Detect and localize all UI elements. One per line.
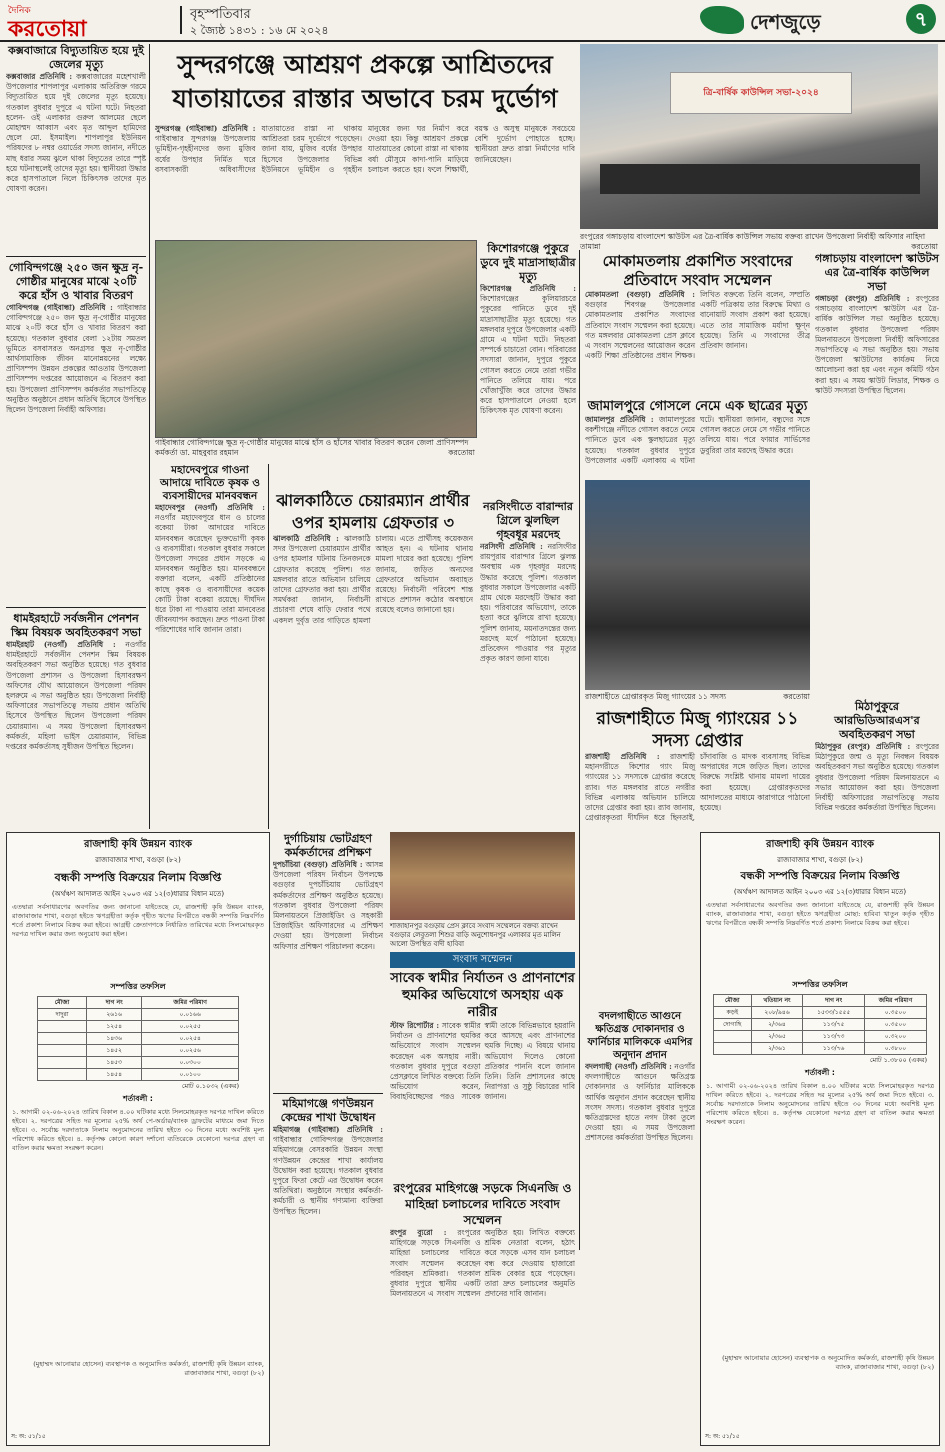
story-headline: বদলগাছীতে আগুনে ক্ষতিগ্রস্ত দোকানদার ও ফার্নিচার মালিককে এমপির অনুদান প্রদান: [587, 1011, 693, 1061]
table-row: [714, 1031, 927, 1043]
divider: [273, 1093, 383, 1094]
story-body: [815, 294, 939, 674]
table-cell: ১৫৩৩/১৫৫৫: [803, 1007, 864, 1019]
story-byline: কক্সবাজার প্রতিনিধি :: [6, 72, 73, 81]
table-cell: ১৪৫৩: [87, 1057, 142, 1069]
table-header: মৌজা: [714, 995, 752, 1007]
branch-name: রাজাবাজার শাখা, বগুড়া (৮২): [777, 856, 863, 864]
dupchanchia-story: [273, 832, 383, 1425]
story-body: [585, 415, 810, 475]
lead-headline: [155, 48, 575, 116]
table-cell: ০.৩২০০: [864, 1031, 926, 1043]
press-banner: সংবাদ সম্মেলন: [390, 952, 575, 968]
story-headline: সাবেক স্বামীর নির্যাতন ও প্রাণনাশের হুমকির অভিযোগে অসহায় এক নারীর: [390, 971, 575, 1020]
table-cell: ২/৩৬৪: [751, 1019, 803, 1031]
table-header-row: [714, 995, 927, 1007]
story-text: রংপুরের গঙ্গাচড়ায় বাংলাদেশ স্কাউটস এর ত্রৈ-বার্ষিক কাউন্সিল সভা অনুষ্ঠিত হয়েছে। গতকাল বুধবার উপজেলা পরিষদ মিলনায়তনে উপজেলা নির্বাহী অফিসারের সভাপতিত্বে এ সভা অনুষ্ঠিত হয়। সভায় উপজেলা স্কাউটসের কার্যক্রম নিয়ে আলোচনা করা হয় এবং নতুন কমিটি গঠন করা হয়। এ সময় স্কাউট লিডার, শিক্ষক ও স্কাউট সদস্যরা উপস্থিত ছিলেন।: [815, 294, 939, 395]
story-body: [273, 1125, 383, 1425]
rangpur-story: [390, 1180, 575, 1428]
story-text: সাবেক স্বামীর নির্যাতন ও প্রাণনাশের হুমকির অভিযোগে সংবাদ সম্মেলন করেছেন এক অসহায় নারী। গতকাল বুধবার দুপুরে বগুড়া প্রেসক্লাবে লিখিত বক্তব্যে তিনি অভিযোগ করেন, বিবাহবিচ্ছেদের পরও সাবেক স্বামী তাকে বিভিন্নভাবে হয়রানি করে আসছে এবং প্রাণনাশের হুমকি দিচ্ছে। এ বিষয়ে থানায় অভিযোগ দিলেও কোনো প্রতিকার পাননি বলে জানান তিনি। তিনি প্রশাসনের কাছে নিরাপত্তা ও সুষ্ঠু বিচারের দাবি জানান।: [390, 1021, 575, 1102]
lead-byline: সুন্দরগঞ্জ (গাইবান্ধা) প্রতিনিধি :: [155, 124, 256, 133]
table-row: [38, 1045, 239, 1057]
story-headline: গঙ্গাচড়ায় বাংলাদেশ স্কাউটস এর ত্রৈ-বার্ষিক কাউন্সিল সভা: [815, 252, 939, 293]
story-text: নওগাঁর মহাদেবপুরে ধান ও চালের বকেয়া টাকা আদায়ের দাবিতে মানববন্ধন করেছেন ভুক্তভোগী কৃষক ও ব্যবসায়ীরা। গতকাল বুধবার সকালে উপজেলা সদরের প্রধান সড়কে এ মানববন্ধন অনুষ্ঠিত হয়। মানববন্ধনে বক্তারা বলেন, একটি প্রতিষ্ঠানের কাছে কৃষক ও ব্যবসায়ীদের কয়েক কোটি টাকা বকেয়া রয়েছে। দীর্ঘদিন ধরে টাকা না পাওয়ায় তারা মানবেতর জীবনযাপন করছেন। দ্রুত পাওনা টাকা পরিশোধের দাবি জানান তারা।: [155, 513, 265, 635]
kishoreganj-story: [480, 242, 576, 514]
auction-notice-left: [6, 832, 270, 1446]
table-cell: ০.০২৫৫: [142, 1021, 239, 1033]
lead-body: [155, 124, 575, 236]
terms-body: ১. আগামী ০২-০৬-২০২৪ তারিখ বিকাল ৪.০০ ঘটিকার মধ্যে সিলমোহরকৃত দরপত্র দাখিল করিতে হইবে। ২. দরপত্রের সহিত দর মূল্যের ২৫% অর্থ পে-অর্ডার/ব্যাংক ড্রাফটের মাধ্যমে জমা দিতে হইবে। ৩. সর্বোচ্চ দরদাতাকে নিলাম অনুমোদনের তারিখ হইতে ৩০ দিনের মধ্যে অবশিষ্ট মূল্য পরিশোধ করিতে হইবে। ৪. কর্তৃপক্ষ কোনো কারণ দর্শানো ব্যতিরেকে যেকোনো দরপত্র গ্রহণ বা বাতিল করার ক্ষমতা সংরক্ষণ করেন।: [12, 1108, 264, 1152]
table-cell: দাদুরা: [38, 1009, 87, 1021]
photo-credit: করতোয়া: [911, 242, 938, 251]
property-table: [713, 994, 927, 1066]
table-row: [714, 1007, 927, 1019]
story-headline: মিঠাপুকুরে আরভিডিআরএস'র অবহিতকরণ সভা: [834, 700, 920, 741]
story-byline: মহাদেবপুর (নওগাঁ) প্রতিনিধি :: [155, 503, 265, 512]
story-headline: মোকামতলায় প্রকাশিত সংবাদের প্রতিবাদে সংবাদ সম্মেলন: [602, 252, 793, 289]
issue-date: ২ জ্যৈষ্ঠ ১৪৩১ : ১৬ মে ২০২৪: [190, 24, 329, 37]
logo-small-text: দৈনিক: [8, 6, 31, 16]
story-headline: মহিমাগঞ্জে গণউন্নয়ন কেন্দ্রের শাখা উদ্বোধন: [280, 1097, 376, 1124]
story-body: [585, 1062, 695, 1392]
photo-credit: করতোয়া: [783, 692, 810, 701]
story-text: নরসিংদীর রায়পুরায় বারান্দার গ্রিলে ঝুলন্ত অবস্থায় এক গৃহবধূর মরদেহ উদ্ধার করেছে পুলিশ। গতকাল বুধবার সকালে উপজেলার একটি গ্রাম থেকে মরদেহটি উদ্ধার করা হয়। পরিবারের অভিযোগ, তাকে হত্যা করে ঝুলিয়ে রাখা হয়েছে। পুলিশ জানায়, ময়নাতদন্তের জন্য মরদেহ মর্গে পাঠানো হয়েছে। প্রতিবেদন পাওয়ার পর মৃত্যুর প্রকৃত কারণ জানা যাবে।: [480, 542, 576, 664]
table-total: মোট ০.১০৩২ (একর): [181, 1082, 239, 1090]
story-byline: গঙ্গাচড়া (রংপুর) প্রতিনিধি :: [815, 294, 910, 303]
table-row: [38, 1009, 239, 1021]
table-cell: ২০৮/৯৪৬: [751, 1007, 803, 1019]
story-text: কক্সবাজারের মহেশখালী উপজেলার শাপলাপুর এলাকায় অতিরিক্ত গরমে বিদ্যুতায়িত হয়ে দুই জেলের মৃত্যু হয়েছে। গতকাল বুধবার দুপুরে এ ঘটনা ঘটে। নিহতরা হলেন- ওই এলাকার গুরুল আলমের ছেলে মোহাম্মদ আব্বাস এবং মৃত আব্দুল হামিদের ছেলে মো. ইসমাইল। শাপলাপুর ইউনিয়ন পরিষদের ৮ নম্বর ওয়ার্ডের সদস্য জানান, নদীতে মাছ ধরার সময় ঝুলে থাকা বিদ্যুতের তারে স্পৃষ্ট হয়ে ঘটনাস্থলেই তাদের মৃত্যু হয়। স্থানীয়রা উদ্ধার করে হাসপাতালে নিলে চিকিৎসক তাদের মৃত ঘোষণা করেন।: [6, 72, 146, 194]
jamalpur-story: [585, 398, 810, 475]
table-row: [714, 1043, 927, 1055]
notice-subtitle: (অর্থঋণ আদালত আইন ২০০৩ এর ১২(৩)ধারার বিধান মতে): [733, 888, 907, 896]
table-header-row: [38, 997, 239, 1009]
story-text: নওগাঁর ধামইরহাটে সর্বজনীন পেনশন স্কিম বিষয়ক অবহিতকরণ সভা অনুষ্ঠিত হয়েছে। গত বুধবার উপজেলা প্রশাসন ও উপজেলা হিসাবরক্ষণ অফিসের যৌথ আয়োজনে উপজেলা পরিষদ হলরুমে এ সভা অনুষ্ঠিত হয়। উপজেলা নির্বাহী অফিসারের সভাপতিত্বে সভায় প্রধান অতিথি হিসেবে উপস্থিত ছিলেন উপজেলা পরিষদ চেয়ারম্যান। এ সময় উপজেলা হিসাবরক্ষণ কর্মকর্তা, মহিলা ভাইস চেয়ারম্যান, বিভিন্ন দপ্তরের কর্মকর্তাসহ সুধীজন উপস্থিত ছিলেন।: [6, 640, 146, 752]
press-photo-caption: শাজাহানপুর বগুড়ায় প্রেস ক্লাবে সংবাদ সম্মেলনে বক্তব্য রাখেন বগুড়ার লেবুতলা শিশুর বাড়ি অনুশোধনপুর এলাকার মৃত মালিন আলো উপস্থিত বাদী হাবিবা: [390, 922, 561, 948]
scouts-photo: [580, 44, 938, 229]
issue-day: বৃহস্পতিবার: [190, 7, 251, 22]
section-header: [700, 4, 940, 36]
story-body: [480, 542, 576, 812]
table-cell: ০.০২৫৬: [142, 1045, 239, 1057]
story-byline: মিঠাপুকুর (রংপুর) প্রতিনিধি :: [815, 742, 911, 751]
story-text: রাজশাহী মহানগরীতে কিশোর গ্যাং মিজু গ্যাংয়ের ১১ সদস্যকে গ্রেপ্তার করেছে র‌্যাব। গত মঙ্গলবার রাতে নগরীর বিভিন্ন এলাকায় অভিযান চালিয়ে তাদের গ্রেপ্তার করা হয়। র‌্যাব জানায়, গ্রেপ্তারকৃতরা দীর্ঘদিন ধরে ছিনতাই, চাঁদাবাজি ও মাদক ব্যবসাসহ বিভিন্ন অপরাধের সঙ্গে জড়িত ছিল। তাদের বিরুদ্ধে সংশ্লিষ্ট থানায় মামলা দায়ের করা হয়েছে। গ্রেপ্তারকৃতদের আদালতের মাধ্যমে কারাগারে পাঠানো হয়েছে।: [585, 752, 810, 823]
story-headline: জামালপুরে গোসলে নেমে এক ছাত্রের মৃত্যু: [587, 399, 808, 414]
table-cell: [714, 1043, 752, 1055]
photo-credit: করতোয়া: [448, 448, 475, 457]
story-text: গাইবান্ধার গোবিন্দগঞ্জে ২৫০ জন ক্ষুদ্র নৃ-গোষ্ঠীর মানুষের মাঝে ২০টি করে হাঁস ও খাবার বিতরণ করা হয়েছে। গতকাল বুধবার বেলা ১২টায় সমতল ভূমিতে বসবাসরত অনগ্রসর ক্ষুদ্র নৃ-গোষ্ঠীর আর্থসামাজিক জীবন মানোন্নয়নের লক্ষ্যে প্রাণিসম্পদ উন্নয়ন প্রকল্পের আওতায় উপজেলা প্রাণিসম্পদ দপ্তরের আয়োজনে এ বিতরণ করা হয়। উপজেলা প্রাণিসম্পদ কর্মকর্তার সভাপতিত্বে অনুষ্ঠিত অনুষ্ঠানে প্রধান অতিথি হিসেবে উপস্থিত ছিলেন উপজেলা নির্বাহী অফিসার।: [6, 303, 146, 415]
ad-reference: স: অ: ৫১/১৫: [705, 1433, 740, 1440]
event-banner: [670, 72, 852, 114]
table-cell: [38, 1057, 87, 1069]
duck-photo-caption: [155, 438, 475, 458]
duck-distribution-photo: [155, 240, 477, 438]
logo-big-text: করতোয়া: [8, 17, 87, 42]
event-banner-text: ত্রি-বার্ষিক কাউন্সিল সভা-২০২৪: [703, 88, 819, 98]
signature-block: (মুহাম্মদ আনোয়ার হোসেন) ব্যবস্থাপক ও অনুমোদিত কর্মকর্তা, রাজশাহী কৃষি উন্নয়ন ব্যাংক, রাজাবাজার শাখা, বগুড়া (৮২): [33, 1360, 264, 1377]
gangachara-story: [815, 252, 939, 674]
story-byline: বদলগাছী (নওগাঁ) প্রতিনিধি :: [585, 1062, 672, 1071]
stage-table: [600, 164, 920, 194]
story-text: রংপুরের মাহিগঞ্জে সড়কে সিএনজি ও মাহিন্দ্রা চলাচলের দাবিতে সংবাদ সম্মেলন করেছেন পরিবহন শ্রমিকরা। গতকাল বুধবার দুপুরে স্থানীয় একটি মিলনায়তনে এ সংবাদ সম্মেলন অনুষ্ঠিত হয়। লিখিত বক্তব্যে শ্রমিক নেতারা বলেন, হঠাৎ করে সড়কে এসব যান চলাচল বন্ধ করে দেওয়ায় হাজারো শ্রমিক বেকার হয়ে পড়েছেন। তারা দ্রুত চলাচলের অনুমতি প্রদানের দাবি জানান।: [390, 1228, 575, 1299]
column-rule: [579, 250, 580, 1250]
column-rule: [268, 464, 269, 829]
table-cell: কড়ই: [714, 1007, 752, 1019]
table-row: [38, 1033, 239, 1045]
ad-reference: স: অ: ৫১/১৫: [11, 1433, 46, 1440]
table-cell: ০.৩৫০০: [864, 1019, 926, 1031]
story-headline: কক্সবাজারে বিদ্যুতায়িত হয়ে দুই জেলের মৃত্যু: [8, 44, 144, 71]
notice-body: এতদ্বারা সর্বসাধারণের অবগতির জন্য জানানো যাইতেছে যে, রাজশাহী কৃষি উন্নয়ন ব্যাংক, রাজাবাজার শাখা, বগুড়া হইতে ঋণগ্রহীতা কর্তৃক গৃহীত ঋণের বিপরীতে বন্ধকী সম্পত্তি নিম্নবর্ণিত শর্তে প্রকাশ্য নিলামে বিক্রয় করা হইবে। আগ্রহী ক্রেতাগণকে নির্ধারিত তারিখের মধ্যে সিলমোহরকৃত দরপত্র দাখিল করার জন্য অনুরোধ করা হইল।: [12, 903, 264, 938]
table-header: দাগ নং: [803, 995, 864, 1007]
masthead: [0, 0, 945, 42]
caption-text: রাজশাহীতে গ্রেপ্তারকৃত মিজু গ্যাংয়ের ১১ সদস্য: [585, 692, 727, 701]
divider: [6, 607, 146, 608]
table-cell: ১৪৩৬: [87, 1033, 142, 1045]
story-body: [6, 640, 146, 830]
badalgachhi-story: [585, 1010, 695, 1392]
newspaper-logo: [8, 3, 168, 42]
table-cell: ২/৩৬১: [751, 1043, 803, 1055]
story-headline: ঝালকাঠিতে চেয়ারম্যান প্রার্থীর ওপর হামলায় গ্রেফতার ৩: [276, 491, 470, 532]
table-header: খতিয়ান নং: [751, 995, 803, 1007]
table-cell: ১৪৫৪: [87, 1069, 142, 1081]
story-headline: ধামইরহাটে সর্বজনীন পেনশন স্কিম বিষয়ক অবহিতকরণ সভা: [10, 612, 142, 639]
story-byline: দুপচাঁচিয়া (বগুড়া) প্রতিনিধি :: [273, 860, 363, 869]
story-text: জামালপুরের বকশীগঞ্জে নদীতে গোসল করতে নেমে পানিতে ডুবে এক স্কুলছাত্রের মৃত্যু হয়েছে। গতকাল বুধবার দুপুরে উপজেলার একটি এলাকায় এ ঘটনা ঘটে। স্থানীয়রা জানান, বন্ধুদের সঙ্গে গোসল করতে নেমে সে গভীর পানিতে তলিয়ে যায়। পরে ফায়ার সার্ভিসের ডুবুরিরা তার মরদেহ উদ্ধার করে।: [585, 415, 810, 465]
story-byline: মোকামতলা (বগুড়া) প্রতিনিধি :: [585, 290, 695, 299]
story-body: [390, 1021, 575, 1171]
story-byline: রাজশাহী প্রতিনিধি :: [585, 752, 660, 761]
story-text: ঝালকাঠি সদর উপজেলা চেয়ারম্যান প্রার্থীর ওপর হামলার ঘটনায় তিনজনকে গ্রেফতার করেছে পুলিশ। গত মঙ্গলবার রাতে অভিযান চালিয়ে তাদের গ্রেফতার করা হয়। প্রার্থীর সমর্থকরা জানান, নির্বাচনী প্রচারণা শেষে বাড়ি ফেরার পথে একদল দুর্বৃত্ত তার গাড়িতে হামলা চালায়। এতে প্রার্থীসহ কয়েকজন আহত হন। এ ঘটনায় থানায় মামলা দায়ের করা হয়েছে। পুলিশ জানায়, জড়িত অন্যদের গ্রেফতারে অভিযান অব্যাহত রয়েছে। নির্বাচনী পরিবেশ শান্ত রাখতে প্রশাসন কঠোর অবস্থানে রয়েছে বলেও জানানো হয়।: [273, 534, 473, 625]
table-cell: ০.৩৫০০: [864, 1007, 926, 1019]
bank-name: রাজশাহী কৃষি উন্নয়ন ব্যাংক: [765, 839, 875, 850]
story-headline: মহাদেবপুরে গাওনা আদায়ে দাবিতে কৃষক ও ব্যবসায়ীদের মানববন্ধন: [160, 464, 260, 502]
table-title: সম্পত্তির তফসিল: [110, 982, 166, 991]
section-name: দেশজুড়ে: [750, 10, 821, 34]
story-text: নওগাঁর বদলগাছীতে আগুনে ক্ষতিগ্রস্ত দোকানদার ও ফার্নিচার মালিককে আর্থিক অনুদান প্রদান করেছেন স্থানীয় সংসদ সদস্য। গতকাল বুধবার দুপুরে ক্ষতিগ্রস্তদের হাতে নগদ টাকা তুলে দেওয়া হয়। এ সময় উপজেলা প্রশাসনের কর্মকর্তারা উপস্থিত ছিলেন।: [585, 1062, 695, 1143]
divider: [6, 256, 146, 257]
press-conference-photo: [390, 832, 575, 920]
lead-headline-line1: সুন্দরগঞ্জে আশ্রয়ণ প্রকল্পে আশ্রিতদের: [177, 50, 553, 79]
story-headline: দুর্গাচিয়ায় ভোটগ্রহণ কর্মকর্তাদের প্রশিক্ষণ: [284, 832, 372, 859]
story-headline: নরসিংদীতে বারান্দার গ্রিলে ঝুলছিল গৃহবধূর মরদেহ: [483, 500, 573, 541]
table-cell: ০.০১০০: [142, 1069, 239, 1081]
press-story: [390, 970, 575, 1171]
table-cell: [38, 1069, 87, 1081]
story-byline: রংপুর ব্যুরো :: [390, 1228, 447, 1237]
table-cell: [38, 1033, 87, 1045]
table-cell: ০.০১৬৬: [142, 1009, 239, 1021]
mokamtola-story: [585, 252, 810, 395]
story-byline: কিশোরগঞ্জ প্রতিনিধি :: [480, 284, 576, 293]
table-cell: ২৬১৬: [87, 1009, 142, 1021]
table-cell: ০.৩৮০০: [864, 1043, 926, 1055]
left-column: [6, 44, 146, 830]
table-header: জমির পরিমাণ: [142, 997, 239, 1009]
column-rule: [149, 44, 150, 829]
notice-title: বন্ধকী সম্পত্তি বিক্রয়ের নিলাম বিজ্ঞপ্তি: [54, 871, 222, 884]
table-row: [38, 1069, 239, 1081]
masthead-divider: [180, 6, 182, 34]
notice-subtitle: (অর্থঋণ আদালত আইন ২০০৩ এর ১২(৩)ধারার বিধান মতে): [51, 890, 225, 898]
story-body: [6, 303, 146, 603]
story-headline: রংপুরের মাহিগঞ্জে সড়কে সিএনজি ও মাহিন্দ্রা চলাচলের দাবিতে সংবাদ সম্মেলন: [393, 1181, 572, 1227]
table-cell: ১১৩/৭৬: [803, 1043, 864, 1055]
story-body: [585, 290, 810, 395]
property-table: [37, 996, 239, 1092]
jhalokathi-story: [273, 490, 473, 814]
table-cell: ১২৫৪: [87, 1021, 142, 1033]
table-header: জমির পরিমাণ: [864, 995, 926, 1007]
story-text: বগুড়ার শিবগঞ্জ উপজেলার মোকামতলায় প্রকাশিত সংবাদের প্রতিবাদে সংবাদ সম্মেলন করা হয়েছে। গত মঙ্গলবার মোকামতলা প্রেস ক্লাবে এ সংবাদ সম্মেলনের আয়োজন করেন একটি শিক্ষা প্রতিষ্ঠানের প্রধান শিক্ষক। লিখিত বক্তব্যে তিনি বলেন, সম্প্রতি একটি পত্রিকায় তার বিরুদ্ধে মিথ্যা ও বানোয়াট সংবাদ প্রকাশ করা হয়েছে। এতে তার সামাজিক মর্যাদা ক্ষুণ্ন হয়েছে। তিনি এ সংবাদের তীব্র প্রতিবাদ জানান।: [585, 290, 810, 361]
branch-name: রাজাবাজার শাখা, বগুড়া (৮২): [95, 856, 181, 864]
terms-title: শর্তাবলী :: [805, 1068, 835, 1077]
bangladesh-map-icon: [700, 6, 744, 34]
signature-block: (মুহাম্মদ আনোয়ার হোসেন) ব্যবস্থাপক ও অনুমোদিত কর্মকর্তা, রাজশাহী কৃষি উন্নয়ন ব্যাংক, রাজাবাজার শাখা, বগুড়া (৮২): [722, 1354, 934, 1371]
table-cell: ০.০৩০০: [142, 1057, 239, 1069]
bank-name: রাজশাহী কৃষি উন্নয়ন ব্যাংক: [83, 839, 193, 850]
table-cell: ১১৩/৭৫: [803, 1019, 864, 1031]
auction-notice-right: [700, 832, 940, 1446]
story-body: [480, 284, 576, 514]
story-headline: গোবিন্দগঞ্জে ২৫০ জন ক্ষুদ্র নৃ-গোষ্ঠীর মানুষের মাঝে ২০টি করে হাঁস ও খাবার বিতরণ: [8, 261, 144, 302]
story-body: [273, 860, 383, 1090]
table-row: [38, 1021, 239, 1033]
table-cell: ১৪৫২: [87, 1045, 142, 1057]
table-cell: [38, 1045, 87, 1057]
story-byline: ধামইরহাট (নওগাঁ) প্রতিনিধি :: [6, 640, 116, 649]
caption-text: গাইবান্ধার গোবিন্দগঞ্জে ক্ষুদ্র নৃ-গোষ্ঠীর মানুষের মাঝে হাঁস ও হাঁসের খাবার বিতরণ করেন জেলা প্রাণিসম্পদ কর্মকর্তা ডা. মাহবুবার রহমান: [155, 438, 469, 457]
table-cell: ২/৩৬৫: [751, 1031, 803, 1043]
scouts-photo-caption: [580, 232, 938, 252]
notice-title: বন্ধকী সম্পত্তি বিক্রয়ের নিলাম বিজ্ঞপ্তি: [740, 870, 900, 882]
table-header: দাগ নং: [87, 997, 142, 1009]
story-byline: গোবিন্দগঞ্জ (গাইবান্ধা) প্রতিনিধি :: [6, 303, 113, 312]
story-byline: ঝালকাঠি প্রতিনিধি :: [273, 534, 339, 543]
lead-headline-line2: যাতায়াতের রাস্তার অভাবে চরম দুর্ভোগ: [172, 84, 558, 113]
story-byline: জামালপুর প্রতিনিধি :: [585, 415, 654, 424]
mahadevpur-story: [155, 464, 265, 803]
notice-body: এতদ্বারা সর্বসাধারণের অবগতির জন্য জানানো যাইতেছে যে, রাজশাহী কৃষি উন্নয়ন ব্যাংক, রাজাবাজার শাখা, বগুড়া হইতে ঋণগ্রহীতা মোছা: হাবিবা খাতুন কর্তৃক গৃহীত ঋণের বিপরীতে বন্ধকী সম্পত্তি নিম্নবর্ণিত শর্তে প্রকাশ্য নিলামে বিক্রয় করা হইবে।: [706, 901, 934, 927]
table-cell: [38, 1021, 87, 1033]
table-cell: দোগাছি: [714, 1019, 752, 1031]
story-text: গাইবান্ধার গোবিন্দগঞ্জ উপজেলার মহিমাগঞ্জে বেসরকারি উন্নয়ন সংস্থা গণউন্নয়ন কেন্দ্রের শাখা কার্যালয় উদ্বোধন করা হয়েছে। গতকাল বুধবার দুপুরে ফিতা কেটে এর উদ্বোধন করেন অতিথিরা। অনুষ্ঠানে সংস্থার কর্মকর্তা-কর্মচারী ও স্থানীয় গণ্যমান্য ব্যক্তিরা উপস্থিত ছিলেন।: [273, 1135, 383, 1216]
table-cell: ০.০২৫৪: [142, 1033, 239, 1045]
story-byline: নরসিংদী প্রতিনিধি :: [480, 542, 543, 551]
table-row: [38, 1057, 239, 1069]
table-cell: [714, 1031, 752, 1043]
page-number: ৭: [906, 4, 936, 34]
rajshahi-arrest-photo: [585, 480, 810, 690]
story-text: আসন্ন উপজেলা পরিষদ নির্বাচন উপলক্ষে বগুড়ার দুপচাঁচিয়ায় ভোটগ্রহণ কর্মকর্তাদের প্রশিক্ষণ অনুষ্ঠিত হয়েছে। গতকাল বুধবার উপজেলা পরিষদ মিলনায়তনে প্রিজাইডিং ও সহকারী প্রিজাইডিং অফিসারদের এ প্রশিক্ষণ দেওয়া হয়। উপজেলা নির্বাচন অফিসার প্রশিক্ষণ পরিচালনা করেন।: [273, 860, 383, 951]
story-body: [390, 1228, 575, 1428]
story-byline: স্টাফ রিপোর্টার :: [390, 1021, 440, 1030]
rajshahi-photo-caption: [585, 692, 810, 702]
terms-title: শর্তাবলী :: [123, 1094, 153, 1103]
table-cell: ১১৩/৭৩: [803, 1031, 864, 1043]
story-body: [6, 72, 146, 252]
story-body: [155, 503, 265, 803]
table-title: সম্পত্তির তফসিল: [792, 980, 848, 989]
terms-body: ১. আগামী ০২-০৬-২০২৪ তারিখ বিকাল ৪.০০ ঘটিকার মধ্যে সিলমোহরকৃত দরপত্র দাখিল করিতে হইবে। ২. দরপত্রের সহিত দর মূল্যের ২৫% অর্থ জমা দিতে হইবে। ৩. সর্বোচ্চ দরদাতাকে নিলাম অনুমোদনের তারিখ হইতে ৩০ দিনের মধ্যে অবশিষ্ট মূল্য পরিশোধ করিতে হইবে। ৪. কর্তৃপক্ষ যেকোনো দরপত্র গ্রহণ বা বাতিল করার ক্ষমতা সংরক্ষণ করেন।: [706, 1082, 934, 1126]
narsingdi-story: [480, 500, 576, 812]
story-text: রংপুরের মিঠাপুকুরে জন্ম ও মৃত্যু নিবন্ধন বিষয়ক অবহিতকরণ সভা অনুষ্ঠিত হয়েছে। গতকাল বুধবার উপজেলা পরিষদ মিলনায়তনে এ সভার আয়োজন করা হয়। উপজেলা নির্বাহী অফিসারের সভাপতিত্বে সভায় বিভিন্ন দপ্তরের কর্মকর্তারা উপস্থিত ছিলেন।: [815, 742, 939, 813]
story-headline: কিশোরগঞ্জে পুকুরে ডুবে দুই মাদ্রাসাছাত্রীর মৃত্যু: [480, 242, 576, 283]
story-headline: রাজশাহীতে মিজু গ্যাংয়ের ১১ সদস্য গ্রেপ্তার: [596, 709, 799, 751]
table-header: মৌজা: [38, 997, 87, 1009]
story-body: [273, 534, 473, 814]
story-byline: মহিমাগঞ্জ (গাইবান্ধা) প্রতিনিধি :: [273, 1125, 383, 1134]
lead-text: গাইবান্ধার সুন্দরগঞ্জ উপজেলায় ভূমিহীন-গৃহহীনদের জন্য মুজিব বর্ষের উপহার নির্মিত ঘরে বসবাসকারী অধিবাসীদের যাতায়াতের রাস্তা না থাকায় আশ্রিতরা চরম দুর্ভোগে পড়েছেন। জানা যায়, মুজিব বর্ষের উপহার হিসেবে উপজেলার বিভিন্ন ইউনিয়নে ভূমিহীন ও গৃহহীন মানুষের জন্য ঘর নির্মাণ করে দেওয়া হয়। কিন্তু আশ্রয়ণ প্রকল্পে যাতায়াতের কোনো রাস্তা না থাকায় বর্ষা মৌসুমে কাদা-পানি মাড়িয়ে চলাচল করতে হয়। ফলে শিক্ষার্থী, বয়স্ক ও অসুস্থ মানুষকে সবচেয়ে বেশি দুর্ভোগ পোহাতে হচ্ছে। স্থানীয়রা দ্রুত রাস্তা নির্মাণের দাবি জানিয়েছেন।: [155, 124, 575, 174]
story-text: কিশোরগঞ্জের কুলিয়ারচরে পুকুরের পানিতে ডুবে দুই মাদ্রাসাছাত্রীর মৃত্যু হয়েছে। গত মঙ্গলবার দুপুরে উপজেলার একটি গ্রামে এ ঘটনা ঘটে। নিহতরা সম্পর্কে চাচাতো বোন। পরিবারের সদস্যরা জানান, দুপুরে পুকুরে গোসল করতে নেমে তারা গভীর পানিতে তলিয়ে যায়। পরে খোঁজাখুঁজি করে তাদের উদ্ধার করে হাসপাতালে নেওয়া হলে চিকিৎসক মৃত ঘোষণা করেন।: [480, 294, 576, 416]
table-total: মোট ১.৩৮০০ (একর): [869, 1056, 927, 1064]
mithapukur-story: [815, 700, 939, 852]
table-row: [714, 1019, 927, 1031]
caption-text: রংপুরের গঙ্গাচড়ায় বাংলাদেশ স্কাউটস এর ত্রৈ-বার্ষিক কাউন্সিল সভায় বক্তব্য রাখেন উপজেলা নির্বাহী অফিসার নাহিদা তামান্না: [580, 232, 926, 251]
